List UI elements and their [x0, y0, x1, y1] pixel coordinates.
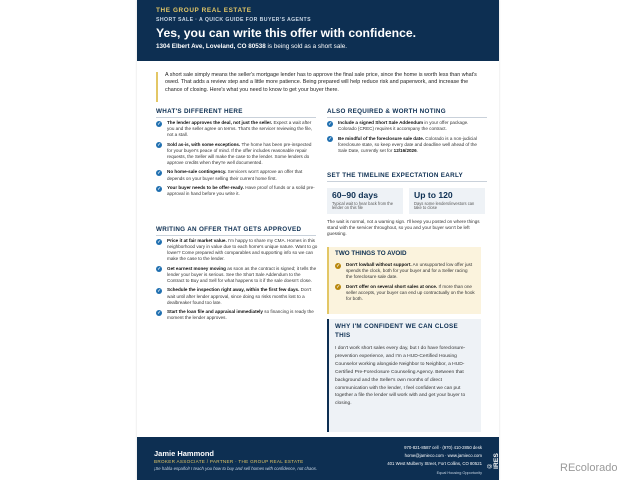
check-icon: ✓ — [336, 262, 340, 268]
different-list — [156, 120, 318, 201]
intro-paragraph: A short sale simply means the seller's mortgage lender has to approve the final sale price, since the home is worth less than what's owed. That adds a review step and a little more patience. Being prepared will help reduce risk and paperwork, and increase the chance of closing. Here's what you need to know to get your buyer there. — [156, 72, 481, 102]
contact-block — [387, 444, 482, 477]
check-icon: ✓ — [157, 169, 161, 175]
list-item: ✓ Schedule the inspection right away, within the first few days. Don't wait until after lender approval, since doing so risks months lost to a dealbreaker found too late. — [157, 287, 312, 305]
stat-value: Up to 120 — [414, 190, 453, 200]
list-item: ✓ Include a signed Short Sale Addendum in your offer package. Colorado (CREC) requires it accompany the contract. — [328, 120, 469, 132]
agent-role: BROKER ASSOCIATE / PARTNER · THE GROUP REAL ESTATE — [154, 459, 304, 464]
check-icon: ✓ — [328, 120, 332, 126]
equal-housing-note: Equal Housing Opportunity — [436, 470, 482, 475]
writing-list — [156, 238, 318, 325]
office-address: 401 West Mulberry Street, Fort Collins, CO 80521 — [387, 461, 482, 467]
brand-name: THE GROUP REAL ESTATE — [156, 7, 252, 14]
check-icon: ✓ — [157, 266, 161, 272]
also-list — [327, 120, 483, 157]
list-item: ✓ Don't lowball without support. An unsupported low offer just spends the clock, both for your buyer and for a Seller racing the foreclosure sale date. — [336, 262, 473, 280]
stat-card-wait — [327, 188, 403, 214]
check-icon: ✓ — [157, 238, 161, 244]
list-item: ✓ Sold as-is, with some exceptions. The home has been pre-inspected for your buyer's peace of mind. If the offer includes reasonable repair requests, the Seller will make the case to the lender. Some lenders do approve credits when they're well documented. — [157, 141, 312, 165]
check-icon: ✓ — [157, 309, 161, 315]
section-heading-different: WHAT'S DIFFERENT HERE — [156, 108, 316, 118]
header-banner — [137, 0, 499, 61]
confidence-paragraph: I don't work short sales every day, but I do have foreclosure-prevention experience, and I'm a HUD-Certified Housing Counselor working alongside Neighbor to Neighbor, a HUD-Certified Pre-Foreclosure Counseling Agency. Between that background and the Seller's own months of direct communication with the lender, I feel confident we can put together a file the lender will work with and get your buyer to closing. — [335, 346, 466, 407]
check-icon: ✓ — [157, 142, 161, 148]
property-status: is being sold as a short sale. — [265, 43, 347, 50]
recolorado-watermark: REcolorado — [560, 462, 618, 474]
ires-mark: © IRES — [486, 453, 500, 469]
section-heading-also: ALSO REQUIRED & WORTH NOTING — [327, 108, 487, 118]
section-heading-avoid: TWO THINGS TO AVOID — [335, 250, 407, 257]
avoid-callout — [327, 247, 481, 314]
section-heading-confident: WHY I'M CONFIDENT WE CAN CLOSE THIS — [335, 323, 459, 339]
stat-description: Typical wait to hear back from the lender on this file — [332, 200, 393, 211]
stat-card-max — [409, 188, 485, 214]
list-item: ✓ Get earnest money moving as soon as the contract is signed; it tells the lender your buyer is serious. See the Short Sale Addendum to the Contract to Buy and Sell for what happens to it if the sale doesn't close. — [157, 265, 317, 283]
agent-tagline: ¡Se habla español! I teach you how to buy and sell homes with confidence, not chaos. — [154, 466, 318, 471]
foreclosure-sale-date: 12/16/2026 — [393, 147, 417, 153]
property-line — [156, 43, 347, 50]
guide-subtitle: SHORT SALE · A QUICK GUIDE FOR BUYER'S AGENTS — [156, 17, 311, 23]
check-icon: ✓ — [336, 284, 340, 290]
flyer-page — [137, 0, 499, 480]
section-heading-writing: WRITING AN OFFER THAT GETS APPROVED — [156, 226, 316, 236]
check-icon: ✓ — [157, 287, 161, 293]
list-item: ✓ The lender approves the deal, not just the seller. Expect a wait after you and the seller agree on terms. That's the servicer reviewing the file, not a stall. — [157, 120, 313, 138]
list-item: ✓ Start the loan file and appraisal immediately so financing is ready the moment the lender approves. — [157, 309, 314, 321]
email-website: home@jamieco.com · www.jamieco.com — [404, 453, 482, 459]
check-icon: ✓ — [328, 136, 332, 142]
list-item: ✓ Be mindful of the foreclosure sale date. Colorado is a non-judicial foreclosure state, so keep every date and deadline well ahead of the Sale Date, currently set for 12/16/2026. — [328, 135, 477, 153]
stat-value: 60–90 days — [332, 190, 378, 200]
check-icon: ✓ — [157, 120, 161, 126]
check-icon: ✓ — [157, 185, 161, 191]
footer-banner — [137, 437, 499, 480]
list-item: ✓ No home-sale contingency. Servicers won't approve an offer that depends on your buyer selling their current home first. — [157, 169, 303, 181]
avoid-list — [335, 262, 475, 302]
agent-name: Jamie Hammond — [154, 449, 215, 458]
confidence-callout — [327, 319, 481, 432]
timeline-note: The wait is normal, not a warning sign. I'll keep you posted on where things stand with the servicer throughout, so you and your buyer won't be left guessing. — [327, 219, 480, 237]
stat-description: Days some lenders/investors can take to close — [414, 200, 475, 211]
list-item: ✓ Your buyer needs to be offer-ready. Have proof of funds or a solid pre-approval in hand before you write it. — [157, 185, 315, 197]
phone-numbers: 970-821-8587 cell · (970) 410-2850 desk — [404, 445, 482, 450]
property-address: 1304 Elbert Ave, Loveland, CO 80538 — [156, 43, 266, 50]
list-item: ✓ Don't offer on several short sales at once. If more than one seller accepts, your buyer can end up contractually on the hook for both. — [336, 283, 475, 301]
section-heading-timeline: SET THE TIMELINE EXPECTATION EARLY — [327, 172, 487, 182]
list-item: ✓ Price it at fair market value. I'm happy to share my CMA. Homes in this neighborhood vary in value due to each home's unique nature. Want to go lower? Come prepared with comparables and supporting info so we can make the case to the lender. — [157, 238, 318, 262]
page-title: Yes, you can write this offer with confidence. — [156, 26, 417, 40]
